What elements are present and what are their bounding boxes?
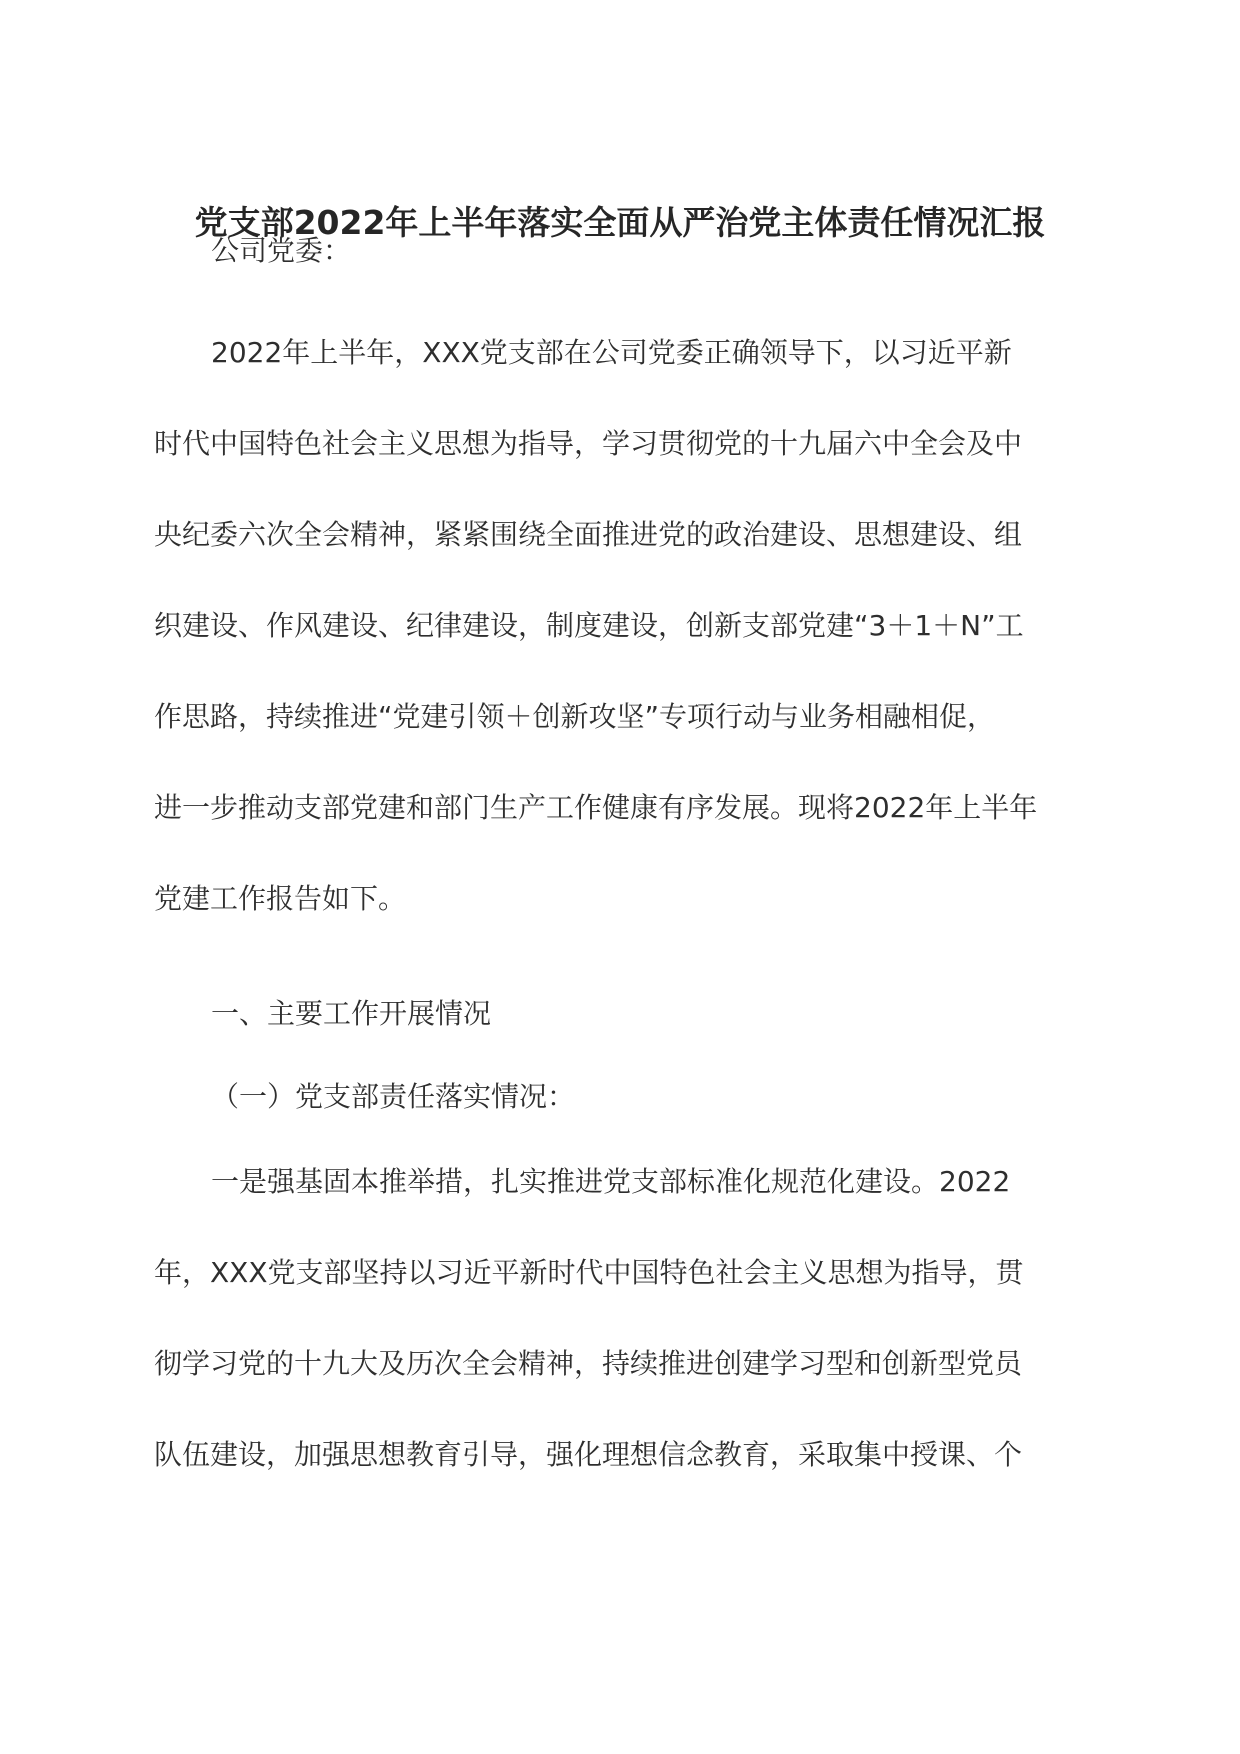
document-title: 党支部2022年上半年落实全面从严治党主体责任情况汇报 (194, 203, 1046, 242)
paragraph-line: 2022年上半年，XXX党支部在公司党委正确领导下，以习近平新 (211, 336, 1012, 369)
paragraph-line: 年，XXX党支部坚持以习近平新时代中国特色社会主义思想为指导，贯 (154, 1256, 1024, 1289)
paragraph-line: 织建设、作风建设、纪律建设，制度建设，创新支部党建“3＋1＋N”工 (154, 609, 1024, 642)
paragraph-line: 央纪委六次全会精神，紧紧围绕全面推进党的政治建设、思想建设、组 (154, 518, 1023, 551)
section-heading: 一、主要工作开展情况 (211, 997, 492, 1030)
paragraph-line: 彻学习党的十九大及历次全会精神，持续推进创建学习型和创新型党员 (154, 1347, 1023, 1380)
subsection-heading: （一）党支部责任落实情况： (211, 1080, 576, 1113)
body-paragraph (154, 1155, 1094, 1519)
paragraph-line: 党建工作报告如下。 (154, 882, 407, 915)
paragraph-line: 一是强基固本推举措，扎实推进党支部标准化规范化建设。2022 (211, 1165, 1011, 1198)
paragraph-line: 作思路，持续推进“党建引领＋创新攻坚”专项行动与业务相融相促， (154, 700, 996, 733)
paragraph-line: 进一步推动支部党建和部门生产工作健康有序发展。现将2022年上半年 (154, 791, 1038, 824)
salutation: 公司党委： (211, 234, 352, 267)
paragraph-line: 时代中国特色社会主义思想为指导，学习贯彻党的十九届六中全会及中 (154, 427, 1023, 460)
paragraph-line: 队伍建设，加强思想教育引导，强化理想信念教育，采取集中授课、个 (154, 1438, 1023, 1471)
intro-paragraph (154, 326, 1094, 963)
